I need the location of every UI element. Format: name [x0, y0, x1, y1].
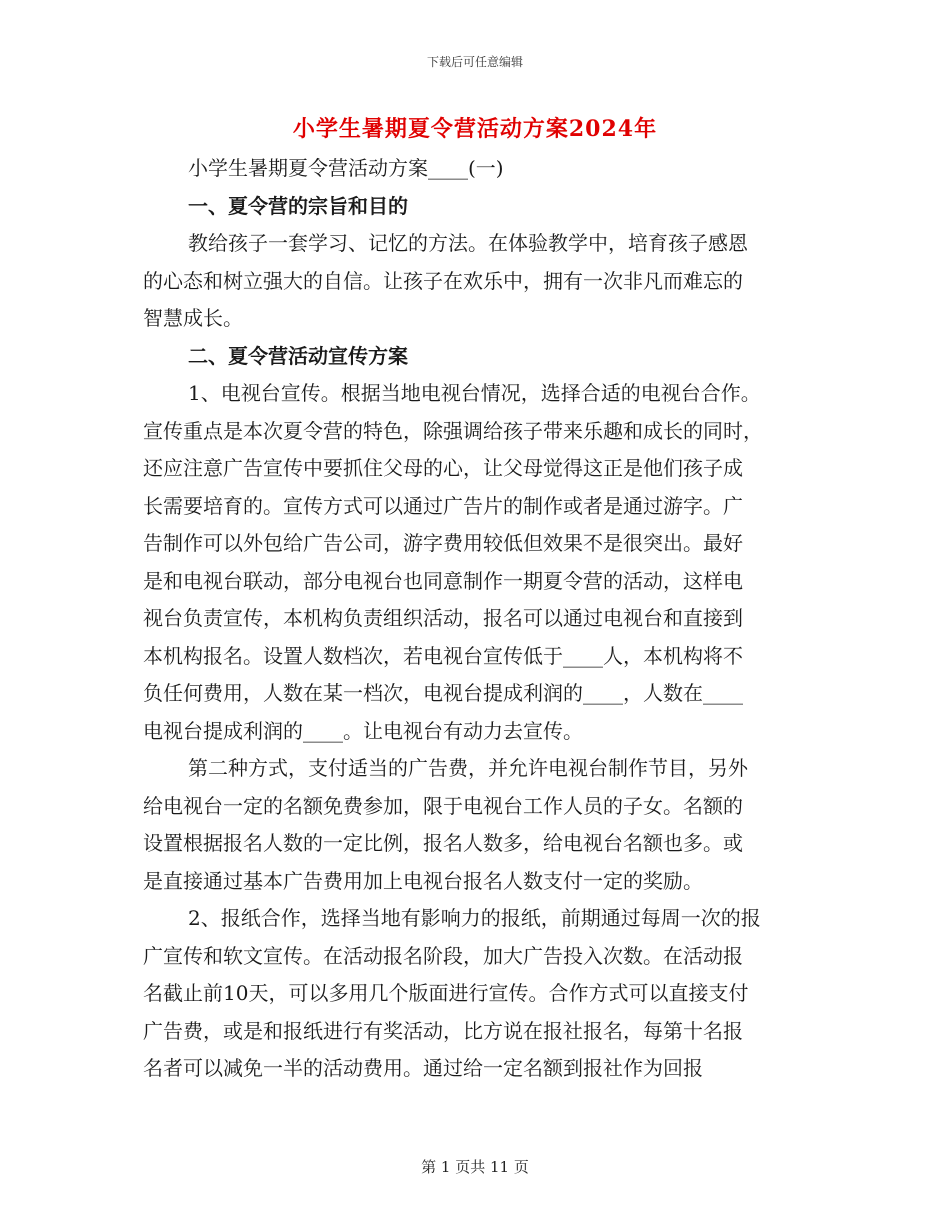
paragraph-line: 教给孩子一套学习、记忆的方法。在体验教学中，培育孩子感恩 — [188, 231, 748, 255]
paragraph-line: 还应注意广告宣传中要抓住父母的心，让父母觉得这正是他们孩子成 — [143, 456, 743, 480]
page-header: 下载后可任意编辑 — [426, 55, 523, 69]
paragraph-line: 是直接通过基本广告费用加上电视台报名人数支付一定的奖励。 — [143, 868, 703, 893]
page-footer: 第 1 页共 11 页 — [421, 1158, 529, 1176]
document-body — [143, 150, 803, 1088]
paragraph-line: 2、报纸合作，选择当地有影响力的报纸，前期通过每周一次的报 — [188, 906, 761, 930]
paragraph-line: 广宣传和软文宣传。在活动报名阶段，加大广告投入次数。在活动报 — [143, 943, 743, 968]
paragraph-line: 是和电视台联动，部分电视台也同意制作一期夏令营的活动，这样电 — [143, 568, 743, 593]
document-title: 小学生暑期夏令营活动方案2024年 — [292, 116, 658, 142]
paragraph-line: 告制作可以外包给广告公司，游字费用较低但效果不是很突出。最好 — [143, 531, 743, 555]
paragraph-line: 名者可以减免一半的活动费用。通过给一定名额到报社作为回报 — [143, 1056, 703, 1080]
paragraph-line: 智慧成长。 — [143, 306, 243, 330]
section-heading: 二、夏令营活动宣传方案 — [188, 343, 408, 368]
paragraph-line: 长需要培育的。宣传方式可以通过广告片的制作或者是通过游字。广 — [143, 493, 743, 518]
paragraph-line: 名截止前10天，可以多用几个版面进行宣传。合作方式可以直接支付 — [143, 981, 749, 1005]
paragraph-line: 宣传重点是本次夏令营的特色，除强调给孩子带来乐趣和成长的同时， — [143, 418, 763, 443]
paragraph-line: 的心态和树立强大的自信。让孩子在欢乐中，拥有一次非凡而难忘的 — [143, 268, 743, 293]
paragraph-line: 设置根据报名人数的一定比例，报名人数多，给电视台名额也多。或 — [143, 831, 743, 855]
paragraph-line: 视台负责宣传，本机构负责组织活动，报名可以通过电视台和直接到 — [143, 606, 743, 630]
section-heading: 一、夏令营的宗旨和目的 — [188, 193, 408, 218]
paragraph-line: 给电视台一定的名额免费参加，限于电视台工作人员的子女。名额的 — [143, 793, 743, 818]
paragraph-line: 1、电视台宣传。根据当地电视台情况，选择合适的电视台合作。 — [188, 381, 761, 405]
subtitle-line: 小学生暑期夏令营活动方案____(一) — [188, 156, 504, 180]
paragraph-line: 电视台提成利润的____。让电视台有动力去宣传。 — [143, 718, 583, 743]
paragraph-line: 负任何费用，人数在某一档次，电视台提成利润的____，人数在____ — [143, 681, 743, 705]
paragraph-line: 广告费，或是和报纸进行有奖活动，比方说在报社报名，每第十名报 — [143, 1018, 743, 1043]
paragraph-line: 第二种方式，支付适当的广告费，并允许电视台制作节目，另外 — [188, 756, 748, 780]
paragraph-line: 本机构报名。设置人数档次，若电视台宣传低于____人，本机构将不 — [143, 643, 743, 668]
